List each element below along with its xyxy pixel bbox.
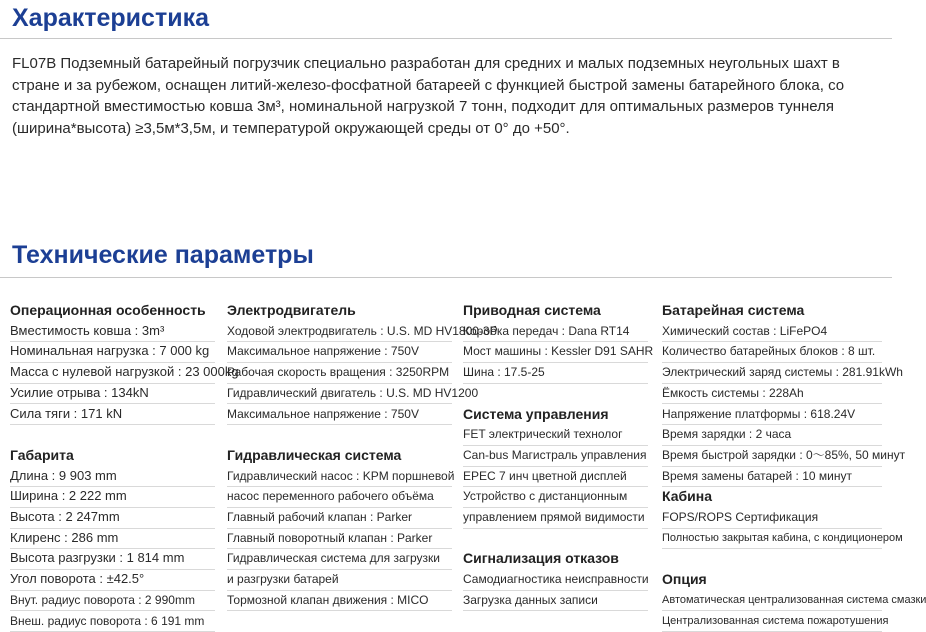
spec-row: Внеш. радиус поворота : 6 191 mm: [10, 611, 215, 632]
section-title: Гидравлическая система: [227, 446, 402, 463]
heading-divider: [0, 38, 892, 39]
spec-row: Ширина : 2 222 mm: [10, 486, 215, 508]
spec-row: Внут. радиус поворота : 2 990mm: [10, 590, 215, 612]
heading-divider: [0, 277, 892, 278]
section-title: Кабина: [662, 488, 712, 505]
spec-row: Мост машины : Kessler D91 SAHR: [463, 341, 648, 363]
spec-row: Шина : 17.5-25: [463, 362, 648, 384]
spec-row: Сила тяги : 171 kN: [10, 404, 215, 426]
spec-row: Вместимость ковша : 3m³: [10, 321, 215, 343]
spec-row: Коробка передач : Dana RT14: [463, 321, 648, 343]
spec-row: Главный рабочий клапан : Parker: [227, 507, 452, 529]
spec-row: EPEC 7 инч цветной дисплей: [463, 466, 648, 488]
spec-row: Гидравлический насос : KPM поршневой: [227, 466, 452, 488]
spec-row: Тормозной клапан движения : MICO: [227, 590, 452, 612]
section-title: Опция: [662, 571, 707, 588]
spec-row: Главный поворотный клапан : Parker: [227, 528, 452, 550]
section-title: Батарейная система: [662, 302, 805, 318]
spec-row: Масса с нулевой нагрузкой : 23 000kg: [10, 362, 215, 384]
spec-row: Централизованная система пожаротушения: [662, 611, 882, 632]
spec-row: Время зарядки : 2 часа: [662, 424, 882, 446]
spec-row: Максимальное напряжение : 750V: [227, 404, 452, 426]
spec-row: и разгрузки батарей: [227, 569, 452, 591]
characteristic-text: FL07B Подземный батарейный погрузчик специально разработан для средних и малых подземных неугольных шахт в стране и за рубежом, оснащен литий-железо-фосфатной батареей с функцией быстрой замены батарейного блока, со стандартной вместимостью ковша 3м³, номинальной нагрузкой 7 тонн, подходит для оптимальных размеров туннеля (ширина*высота) ≥3,5м*3,5м, и температурой окружающей среды от 0° до +50°.: [12, 55, 845, 137]
spec-row: FET электрический технолог: [463, 424, 648, 446]
section-title: Система управления: [463, 405, 609, 422]
section-title: Сигнализация отказов: [463, 550, 619, 567]
spec-row: Длина : 9 903 mm: [10, 466, 215, 488]
spec-row: Can-bus Магистраль управления: [463, 445, 648, 467]
spec-row: Максимальное напряжение : 750V: [227, 341, 452, 363]
spec-row: Ёмкость системы : 228Ah: [662, 383, 882, 405]
spec-row: Автоматическая централизованная система смазки: [662, 590, 882, 612]
spec-row: Гидравлическая система для загрузки: [227, 548, 452, 570]
spec-row: Время замены батарей : 10 минут: [662, 466, 882, 488]
spec-row: Напряжение платформы : 618.24V: [662, 404, 882, 426]
spec-row: Электрический заряд системы : 281.91kWh: [662, 362, 882, 384]
spec-row: насос переменного рабочего объёма: [227, 486, 452, 508]
spec-row: Клиренс : 286 mm: [10, 528, 215, 550]
spec-row: Номинальная нагрузка : 7 000 kg: [10, 341, 215, 363]
spec-row: Химический состав : LiFePO4: [662, 321, 882, 343]
section-title: Габарита: [10, 446, 74, 463]
spec-row: Загрузка данных записи: [463, 590, 648, 612]
section-title: Электродвигатель: [227, 302, 356, 318]
spec-row: Ходовой электродвигатель : U.S. MD HV1800-3P: [227, 321, 452, 343]
spec-row: Гидравлический двигатель : U.S. MD HV1200: [227, 383, 452, 405]
spec-row: Рабочая скорость вращения : 3250RPM: [227, 362, 452, 384]
spec-row: Устройство с дистанционным: [463, 486, 648, 508]
spec-row: FOPS/ROPS Сертификация: [662, 507, 882, 529]
section-title: Операционная особенность: [10, 302, 206, 318]
spec-row: Полностью закрытая кабина, с кондиционером: [662, 528, 882, 550]
spec-row: Усилие отрыва : 134kN: [10, 383, 215, 405]
section-title: Приводная система: [463, 302, 601, 318]
spec-row: Время быстрой зарядки : 0～85%, 50 минут: [662, 445, 882, 467]
characteristic-heading: Характеристика: [12, 4, 209, 32]
tech-heading: Технические параметры: [12, 241, 314, 269]
spec-row: Количество батарейных блоков : 8 шт.: [662, 341, 882, 363]
spec-row: Угол поворота : ±42.5°: [10, 569, 215, 591]
spec-row: Высота : 2 247mm: [10, 507, 215, 529]
spec-row: Самодиагностика неисправности: [463, 569, 648, 591]
spec-row: Высота разгрузки : 1 814 mm: [10, 548, 215, 570]
spec-row: управлением прямой видимости: [463, 507, 648, 529]
